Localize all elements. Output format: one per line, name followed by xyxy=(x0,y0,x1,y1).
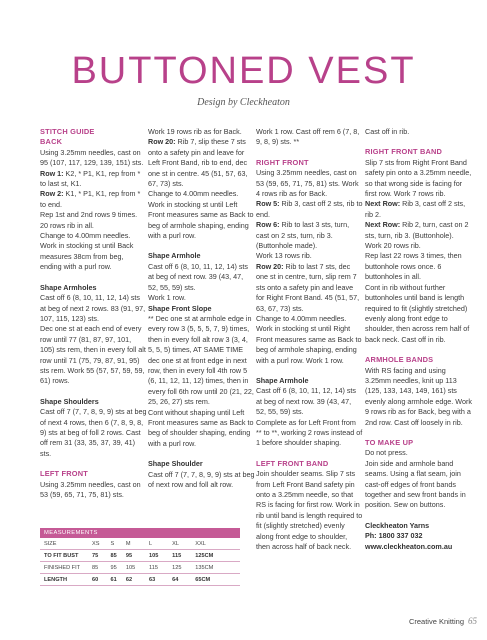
page-number: 65 xyxy=(468,616,477,626)
table-cell: 95 xyxy=(126,550,149,562)
paragraph: Join side and armhole band seams. Using a flat seam, join cast-off edges of front bands together and sew front bands in position. Sew on buttons. xyxy=(365,458,466,510)
table-row xyxy=(40,538,240,550)
measurements-table xyxy=(40,528,240,586)
row-label: Row 2: xyxy=(40,189,64,199)
table-cell: 125 xyxy=(172,562,195,574)
table-cell: XL xyxy=(172,538,195,550)
row-text: Rib 3, cast off 2 sts, rib to end. xyxy=(256,199,363,219)
row-text: K2, * P1, K1, rep from * to last st, K1. xyxy=(40,168,141,189)
table-cell: 135CM xyxy=(195,562,240,574)
table-cell: 85 xyxy=(92,562,110,574)
pattern-title: BUTTONED VEST xyxy=(71,50,416,92)
table-cell: 75 xyxy=(92,550,110,562)
row-label: Next Row: xyxy=(365,199,401,209)
row-text: Rib 7, slip these 7 sts onto a safety pin and leave for Left Front Band, rib to end, dec one st in centre. 45 (51, 57, 63, 67, 73) sts. xyxy=(148,137,248,189)
table-cell: 95 xyxy=(110,562,125,574)
paragraph: Work 1 row. Cast off rem 6 (7, 8, 9, 8, 9) sts. ** xyxy=(256,127,360,147)
table-row xyxy=(40,562,240,574)
row-label-cell: SIZE xyxy=(40,538,92,550)
paragraph: Change to 4.00mm needles. Work in stocking st until Left Front measures same as Back to beg of armhole shaping, ending with a purl row. xyxy=(148,189,254,241)
paragraph xyxy=(148,137,255,189)
paragraph xyxy=(256,262,363,314)
paragraph: Cast off 6 (8, 10, 11, 12, 14) sts at beg of next row. 39 (43, 47, 52, 55, 59) sts. xyxy=(256,386,357,417)
row-label: Next Row: xyxy=(365,220,401,230)
paragraph: Complete as for Left Front from ** to **, working 2 rows instead of 1 before shoulder shaping. xyxy=(256,417,363,448)
page-footer xyxy=(409,616,477,626)
section-heading: STITCH GUIDE xyxy=(40,127,95,136)
paragraph: Do not press. xyxy=(365,448,408,458)
section-heading: BACK xyxy=(40,137,63,147)
paragraph: Cast off 6 (8, 10, 11, 12, 14) sts at beg of next row. 39 (43, 47, 52, 55, 59) sts. xyxy=(148,261,249,292)
company-name: Cleckheaton Yarns xyxy=(365,520,430,530)
publication-name: Creative Knitting xyxy=(408,617,464,626)
paragraph: Cast off in rib. xyxy=(365,127,410,136)
row-text: K1, * P1, K1, rep from * to end. xyxy=(40,189,141,209)
paragraph: Join shoulder seams. Slip 7 sts from Left Front Band safety pin onto a 3.25mm needle, so that RS is facing for first row. Work in rib until band is length required to fit (slightly stretched) evenly along front edge to shoulder, then across half of back neck. xyxy=(256,469,363,552)
company-phone: Ph: 1800 337 032 xyxy=(365,531,423,541)
table-row xyxy=(40,574,240,586)
section-heading: LEFT FRONT xyxy=(40,469,88,479)
table-cell: 65CM xyxy=(195,574,240,586)
row-text: Rib 2, turn, cast on 2 sts, turn, rib 3. (Buttonhole). Work 20 rows rib. xyxy=(365,220,469,251)
row-label: Row 5: xyxy=(256,199,280,209)
table-cell: 125CM xyxy=(195,550,240,562)
measurements-heading: MEASUREMENTS xyxy=(40,528,240,538)
subheading: Shape Front Slope xyxy=(148,303,212,313)
paragraph: Cont in rib without further buttonholes until band is length required to fit (slightly stretched) evenly along front edge to shoulder, then across rem half of back neck. Cast off in rib. xyxy=(365,282,470,344)
table-cell: XS xyxy=(92,538,110,550)
paragraph xyxy=(365,220,472,251)
paragraph: Work 13 rows rib. xyxy=(256,251,312,261)
table-cell: M xyxy=(126,538,149,550)
row-label-cell: LENGTH xyxy=(40,574,92,586)
table-cell: S xyxy=(110,538,125,550)
paragraph: Dec one st at each end of every row until 77 (81, 87, 97, 101, 105) sts rem, then in every foll alt row until 71 (75, 79, 87, 91, 95) sts rem. Work 55 (57, 57, 59, 59, 61) rows. xyxy=(40,324,146,386)
paragraph: Using 3.25mm needles, cast on 53 (59, 65, 71, 75, 81) sts. Work 4 rows rib as for Back. xyxy=(256,168,359,199)
table-cell: 60 xyxy=(92,574,110,586)
measurements-grid xyxy=(40,538,240,586)
subheading: Shape Armhole xyxy=(148,251,201,261)
table-cell: 115 xyxy=(149,562,172,574)
table-cell: L xyxy=(149,538,172,550)
section-heading: RIGHT FRONT xyxy=(256,157,309,167)
table-cell: 85 xyxy=(110,550,125,562)
paragraph: Cast off 6 (8, 10, 11, 12, 14) sts at beg of next 2 rows. 83 (91, 97, 107, 115, 123) sts. xyxy=(40,293,146,323)
subheading: Shape Shoulders xyxy=(40,396,99,406)
row-label: Row 1: xyxy=(40,168,64,178)
subheading: Shape Armhole xyxy=(256,375,309,385)
paragraph: Change to 4.00mm needles. Work in stocking st until Back measures 38cm from beg, ending with a purl row. xyxy=(40,231,134,272)
table-cell: 62 xyxy=(126,574,149,586)
paragraph: With RS facing and using 3.25mm needles, knit up 113 (125, 133, 143, 149, 161) sts evenly along armhole edge. Work 9 rows rib as for Back, beg with a 2nd row. Cast off loosely in rib. xyxy=(365,365,472,427)
column-1 xyxy=(40,127,147,500)
table-cell: 61 xyxy=(110,574,125,586)
row-label: Row 20: xyxy=(148,137,176,147)
paragraph xyxy=(40,189,147,210)
row-text: Rib to last 3 sts, turn, cast on 2 sts, turn, rib 3. (Buttonhole made). xyxy=(256,220,350,251)
table-cell: 105 xyxy=(126,562,149,574)
row-label: Row 6: xyxy=(256,220,280,230)
row-label-cell: FINISHED FIT xyxy=(40,562,92,574)
table-cell: 64 xyxy=(172,574,195,586)
column-4 xyxy=(365,127,472,552)
subheading: Shape Shoulder xyxy=(148,459,203,469)
section-heading: TO MAKE UP xyxy=(365,437,414,447)
row-text: Rib to last 7 sts, dec one st in centre, turn, slip rem 7 sts onto a safety pin and leave for Right Front Band. 45 (51, 57, 63, 67, 73) sts. xyxy=(256,261,360,313)
row-text: Rib 3, cast off 2 sts, rib 2. xyxy=(365,199,466,219)
section-heading: ARMHOLE BANDS xyxy=(365,355,434,365)
paragraph xyxy=(256,199,363,220)
paragraph: Rep 1st and 2nd rows 9 times. 20 rows rib in all. xyxy=(40,210,138,230)
table-cell: 105 xyxy=(149,550,172,562)
paragraph: Cont without shaping until Left Front measures same as Back to beg of shoulder shaping, ending with a purl row. xyxy=(148,407,254,448)
paragraph: Slip 7 sts from Right Front Band safety pin onto a 3.25mm needle, so that wrong side is facing for first row. Work 7 rows rib. xyxy=(365,157,472,199)
paragraph: Cast off 7 (7, 7, 8, 9, 9) sts at beg of next row and foll alt row. xyxy=(148,469,255,489)
column-2 xyxy=(148,127,255,490)
designer-byline: Design by Cleckheaton xyxy=(197,97,290,108)
paragraph: Using 3.25mm needles, cast on 95 (107, 117, 129, 139, 151) sts. xyxy=(40,147,144,168)
paragraph: Work 19 rows rib as for Back. xyxy=(148,127,242,136)
row-label-cell: TO FIT BUST xyxy=(40,550,92,562)
paragraph: Using 3.25mm needles, cast on 53 (59, 65, 71, 75, 81) sts. xyxy=(40,479,141,499)
table-cell: 63 xyxy=(149,574,172,586)
table-cell: 115 xyxy=(172,550,195,562)
section-heading: LEFT FRONT BAND xyxy=(256,458,329,468)
table-row xyxy=(40,550,240,562)
paragraph xyxy=(365,199,472,220)
table-cell: XXL xyxy=(195,538,240,550)
section-heading: RIGHT FRONT BAND xyxy=(365,147,443,157)
paragraph: Rep last 22 rows 3 times, then buttonhole rows once. 6 buttonholes in all. xyxy=(365,251,462,282)
paragraph: Work 1 row. xyxy=(148,293,186,303)
paragraph: Cast off 7 (7, 7, 8, 9, 9) sts at beg of next 4 rows, then 6 (7, 8, 9, 8, 9) sts at beg of foll 2 rows. Cast off rem 31 (33, 35, 37, 39, 41) sts. xyxy=(40,407,147,458)
paragraph xyxy=(40,169,147,190)
paragraph: ** Dec one st at armhole edge in every row 3 (5, 5, 5, 7, 9) times, then in every foll alt row 3 (3, 4, 5, 5, 5) times, AT SAME TIME dec one st at front edge in next row, then in every foll 4th row 5 (6, 11, 12, 11, 12) times, then in every foll 6th row until 20 (21, 22, 25, 26, 27) sts rem. xyxy=(148,313,254,407)
subheading: Shape Armholes xyxy=(40,282,97,292)
paragraph: Change to 4.00mm needles. Work in stocking st until Right Front measures same as Back to beg of armhole shaping, ending with a purl row. Work 1 row. xyxy=(256,313,362,365)
column-3 xyxy=(256,127,363,552)
company-website[interactable]: www.cleckheaton.com.au xyxy=(365,541,453,551)
paragraph xyxy=(256,220,363,251)
row-label: Row 20: xyxy=(256,261,284,271)
